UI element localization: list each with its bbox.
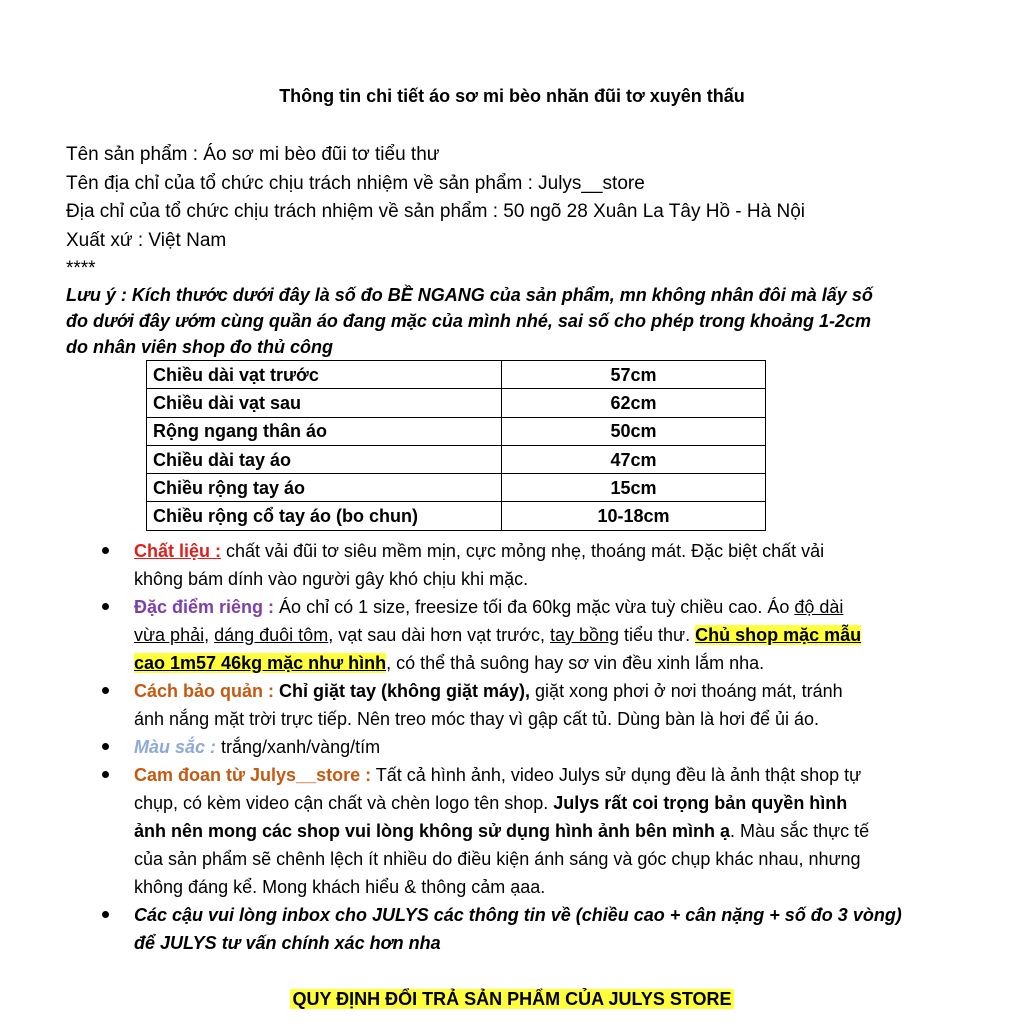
return-policy-heading	[0, 986, 1024, 1012]
material-text: chất vải đũi tơ siêu mềm mịn, cực mỏng nhẹ, thoáng mát. Đặc biệt chất vải	[221, 541, 825, 561]
size-label: Chiều rộng tay áo	[147, 474, 502, 502]
colors-label: Màu sắc :	[134, 737, 217, 757]
feature-underlined: độ dài	[794, 597, 844, 617]
size-value: 47cm	[502, 445, 766, 473]
feature-text: ,	[204, 625, 215, 645]
feature-underlined: vừa phải	[134, 625, 205, 645]
size-note-line: Lưu ý : Kích thước dưới đây là số đo BỀ NGANG của sản phẩm, mn không nhân đôi mà lấy số	[66, 285, 873, 305]
details-list	[66, 537, 966, 957]
commit-text: . Màu sắc thực tế	[730, 821, 870, 841]
colors-text: trắng/xanh/vàng/tím	[216, 737, 381, 757]
return-policy-title: QUY ĐỊNH ĐỔI TRẢ SẢN PHẨM CỦA JULYS STORE	[292, 989, 732, 1009]
commit-bold: ảnh nên mong các shop vui lòng không sử dụng hình ảnh bên mình ạ	[134, 821, 731, 841]
table-row	[147, 417, 766, 445]
size-label: Chiều dài vạt sau	[147, 389, 502, 417]
table-row	[147, 361, 766, 389]
feature-highlight: cao 1m57 46kg mặc như hình	[134, 653, 387, 673]
feature-highlight: Chủ shop mặc mẫu	[695, 625, 862, 645]
size-value: 15cm	[502, 474, 766, 502]
feature-text: , có thể thả suông hay sơ vin đều xinh lắm nha.	[386, 653, 765, 673]
material-label: Chất liệu :	[134, 541, 222, 561]
table-row	[147, 445, 766, 473]
bullet-icon	[102, 547, 109, 554]
size-label: Rộng ngang thân áo	[147, 417, 502, 445]
product-name: Tên sản phẩm : Áo sơ mi bèo đũi tơ tiểu thư	[66, 144, 440, 165]
bullet-icon	[102, 743, 109, 750]
bullet-icon	[102, 603, 109, 610]
inbox-text: để JULYS tư vấn chính xác hơn nha	[134, 933, 441, 953]
separator: ****	[66, 258, 96, 279]
commit-label: Cam đoan từ Julys__store :	[134, 765, 372, 785]
size-note	[66, 282, 966, 360]
list-item-feature	[66, 593, 966, 677]
inbox-text: Các cậu vui lòng inbox cho JULYS các thông tin về (chiều cao + cân nặng + số đo 3 vòng)	[134, 905, 902, 925]
bullet-icon	[102, 771, 109, 778]
origin: Xuất xứ : Việt Nam	[66, 229, 227, 251]
feature-underlined: dáng đuôi tôm	[214, 625, 329, 645]
commit-bold: Julys rất coi trọng bản quyền hình	[553, 793, 848, 813]
size-note-line: do nhân viên shop đo thủ công	[66, 337, 333, 357]
size-note-line: đo dưới đây ướm cùng quần áo đang mặc của mình nhé, sai số cho phép trong khoảng 1-2cm	[66, 311, 871, 331]
size-table	[146, 360, 766, 531]
feature-text: tiểu thư.	[619, 625, 696, 645]
bullet-icon	[102, 911, 109, 918]
table-row	[147, 389, 766, 417]
care-text: giặt xong phơi ở nơi thoáng mát, tránh	[530, 681, 843, 701]
feature-label: Đặc điểm riêng :	[134, 597, 275, 617]
list-item-colors	[66, 733, 966, 761]
size-label: Chiều dài vạt trước	[147, 361, 502, 389]
size-value: 10-18cm	[502, 502, 766, 530]
care-label: Cách bảo quản :	[134, 681, 275, 701]
size-label: Chiều dài tay áo	[147, 445, 502, 473]
size-value: 57cm	[502, 361, 766, 389]
feature-underlined: tay bồng	[549, 625, 620, 645]
size-value: 50cm	[502, 417, 766, 445]
commit-text: Tất cả hình ảnh, video Julys sử dụng đều là ảnh thật shop tự	[371, 765, 862, 785]
table-row	[147, 474, 766, 502]
size-label: Chiều rộng cổ tay áo (bo chun)	[147, 502, 502, 530]
commit-text: không đáng kể. Mong khách hiểu & thông cảm ạaa.	[134, 877, 546, 897]
list-item-care	[66, 677, 966, 733]
care-text: ánh nắng mặt trời trực tiếp. Nên treo móc thay vì gập cất tủ. Dùng bàn là hơi để ủi áo.	[134, 709, 820, 729]
commit-text: chụp, có kèm video cận chất và chèn logo tên shop.	[134, 793, 554, 813]
list-item-commit	[66, 761, 966, 901]
feature-text: , vạt sau dài hơn vạt trước,	[328, 625, 550, 645]
care-bold: Chỉ giặt tay (không giặt máy),	[274, 681, 531, 701]
organization-name: Tên địa chỉ của tổ chức chịu trách nhiệm về sản phẩm : Julys__store	[66, 172, 645, 194]
bullet-icon	[102, 687, 109, 694]
list-item-inbox	[66, 901, 966, 957]
table-row	[147, 502, 766, 530]
size-value: 62cm	[502, 389, 766, 417]
commit-text: của sản phẩm sẽ chênh lệch ít nhiều do điều kiện ánh sáng và góc chụp khác nhau, nhưng	[134, 849, 861, 869]
organization-address: Địa chỉ của tổ chức chịu trách nhiệm về sản phẩm : 50 ngõ 28 Xuân La Tây Hồ - Hà Nội	[66, 201, 805, 222]
product-info	[66, 141, 805, 284]
feature-text: Áo chỉ có 1 size, freesize tối đa 60kg mặc vừa tuỳ chiều cao. Áo	[274, 597, 795, 617]
document-title: Thông tin chi tiết áo sơ mi bèo nhăn đũi tơ xuyên thấu	[279, 86, 745, 106]
material-text: không bám dính vào người gây khó chịu khi mặc.	[134, 569, 529, 589]
list-item-material	[66, 537, 966, 593]
